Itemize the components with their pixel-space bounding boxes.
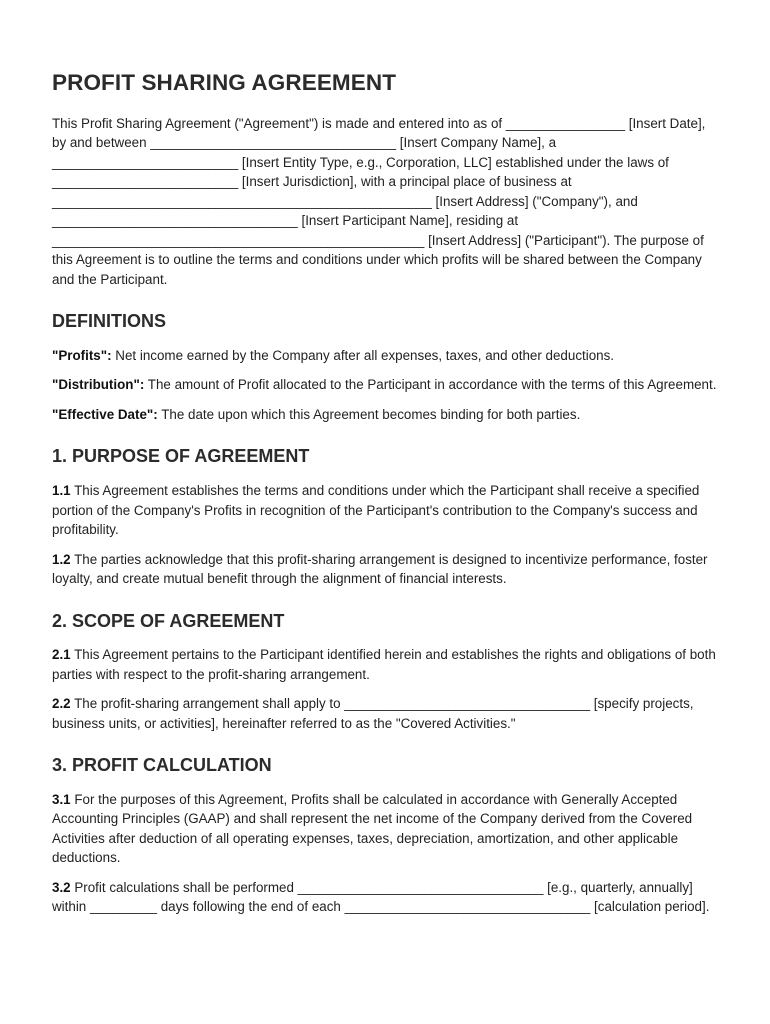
section-heading-scope: 2. SCOPE OF AGREEMENT (52, 610, 285, 631)
document-title: PROFIT SHARING AGREEMENT (52, 70, 397, 95)
definition-item (52, 405, 722, 425)
clause-paragraph (52, 481, 722, 540)
clause-text: This Agreement pertains to the Participant identified herein and establishes the rights and obligations of both parties with respect to the profit-sharing arrangement. (52, 647, 716, 682)
document-page (52, 70, 722, 927)
clause-paragraph (52, 645, 722, 684)
definition-text: The amount of Profit allocated to the Participant in accordance with the terms of this Agreement. (144, 377, 717, 393)
definition-item (52, 375, 722, 395)
definition-item (52, 346, 722, 366)
section-heading-profit-calculation: 3. PROFIT CALCULATION (52, 755, 272, 776)
definition-term: "Effective Date": (52, 406, 158, 422)
clause-number: 2.2 (52, 696, 71, 712)
definition-text: Net income earned by the Company after all expenses, taxes, and other deductions. (111, 347, 615, 363)
definition-term: "Profits": (52, 347, 112, 363)
definition-text: The date upon which this Agreement becomes binding for both parties. (157, 406, 581, 422)
clause-text: The parties acknowledge that this profit-sharing arrangement is designed to incentivize performance, foster loyalty, and create mutual benefit through the alignment of financial interests. (52, 551, 708, 587)
clause-paragraph (52, 694, 722, 733)
clause-number: 1.2 (52, 551, 71, 567)
clause-text: Profit calculations shall be performed _________________________________ [e.g., quarterly, annually] within _________ days following the end of each _________________________________ [calculation period]. (52, 879, 710, 915)
definition-term: "Distribution": (52, 377, 145, 393)
section-heading-purpose: 1. PURPOSE OF AGREEMENT (52, 446, 310, 467)
clause-number: 3.1 (52, 791, 71, 807)
clause-number: 1.1 (52, 483, 71, 499)
definitions-heading: DEFINITIONS (52, 311, 167, 332)
clause-paragraph (52, 550, 722, 589)
clause-paragraph (52, 878, 722, 917)
intro-paragraph: This Profit Sharing Agreement ("Agreement") is made and entered into as of ________________ [Insert Date], by and between _________________________________ [Insert Company Name], a _________________________ [Insert Entity Type, e.g., Corporation, LLC] established under the laws of _________________________ [Insert Jurisdiction], with a principal place of business at ___________________________________________________ [Insert Address] ("Company"), and _________________________________ [Insert Participant Name], residing at __________________________________________________ [Insert Address] ("Participant"). The purpose of this Agreement is to outline the terms and conditions under which profits will be shared between the Company and the Participant. (52, 115, 706, 287)
clause-text: The profit-sharing arrangement shall apply to _________________________________ [specify projects, business units, or activities], hereinafter referred to as the "Covered Activities." (52, 696, 694, 731)
clause-paragraph (52, 790, 722, 868)
clause-number: 3.2 (52, 879, 71, 895)
clause-text: For the purposes of this Agreement, Profits shall be calculated in accordance with Generally Accepted Accounting Principles (GAAP) and shall represent the net income of the Company derived from the Covered Activities after deduction of all operating expenses, taxes, depreciation, amortization, and other applicable deductions. (52, 791, 693, 866)
clause-number: 2.1 (52, 647, 71, 663)
clause-text: This Agreement establishes the terms and conditions under which the Participant shall receive a specified portion of the Company's Profits in recognition of the Participant's contribution to the Company's success and profitability. (52, 483, 700, 538)
